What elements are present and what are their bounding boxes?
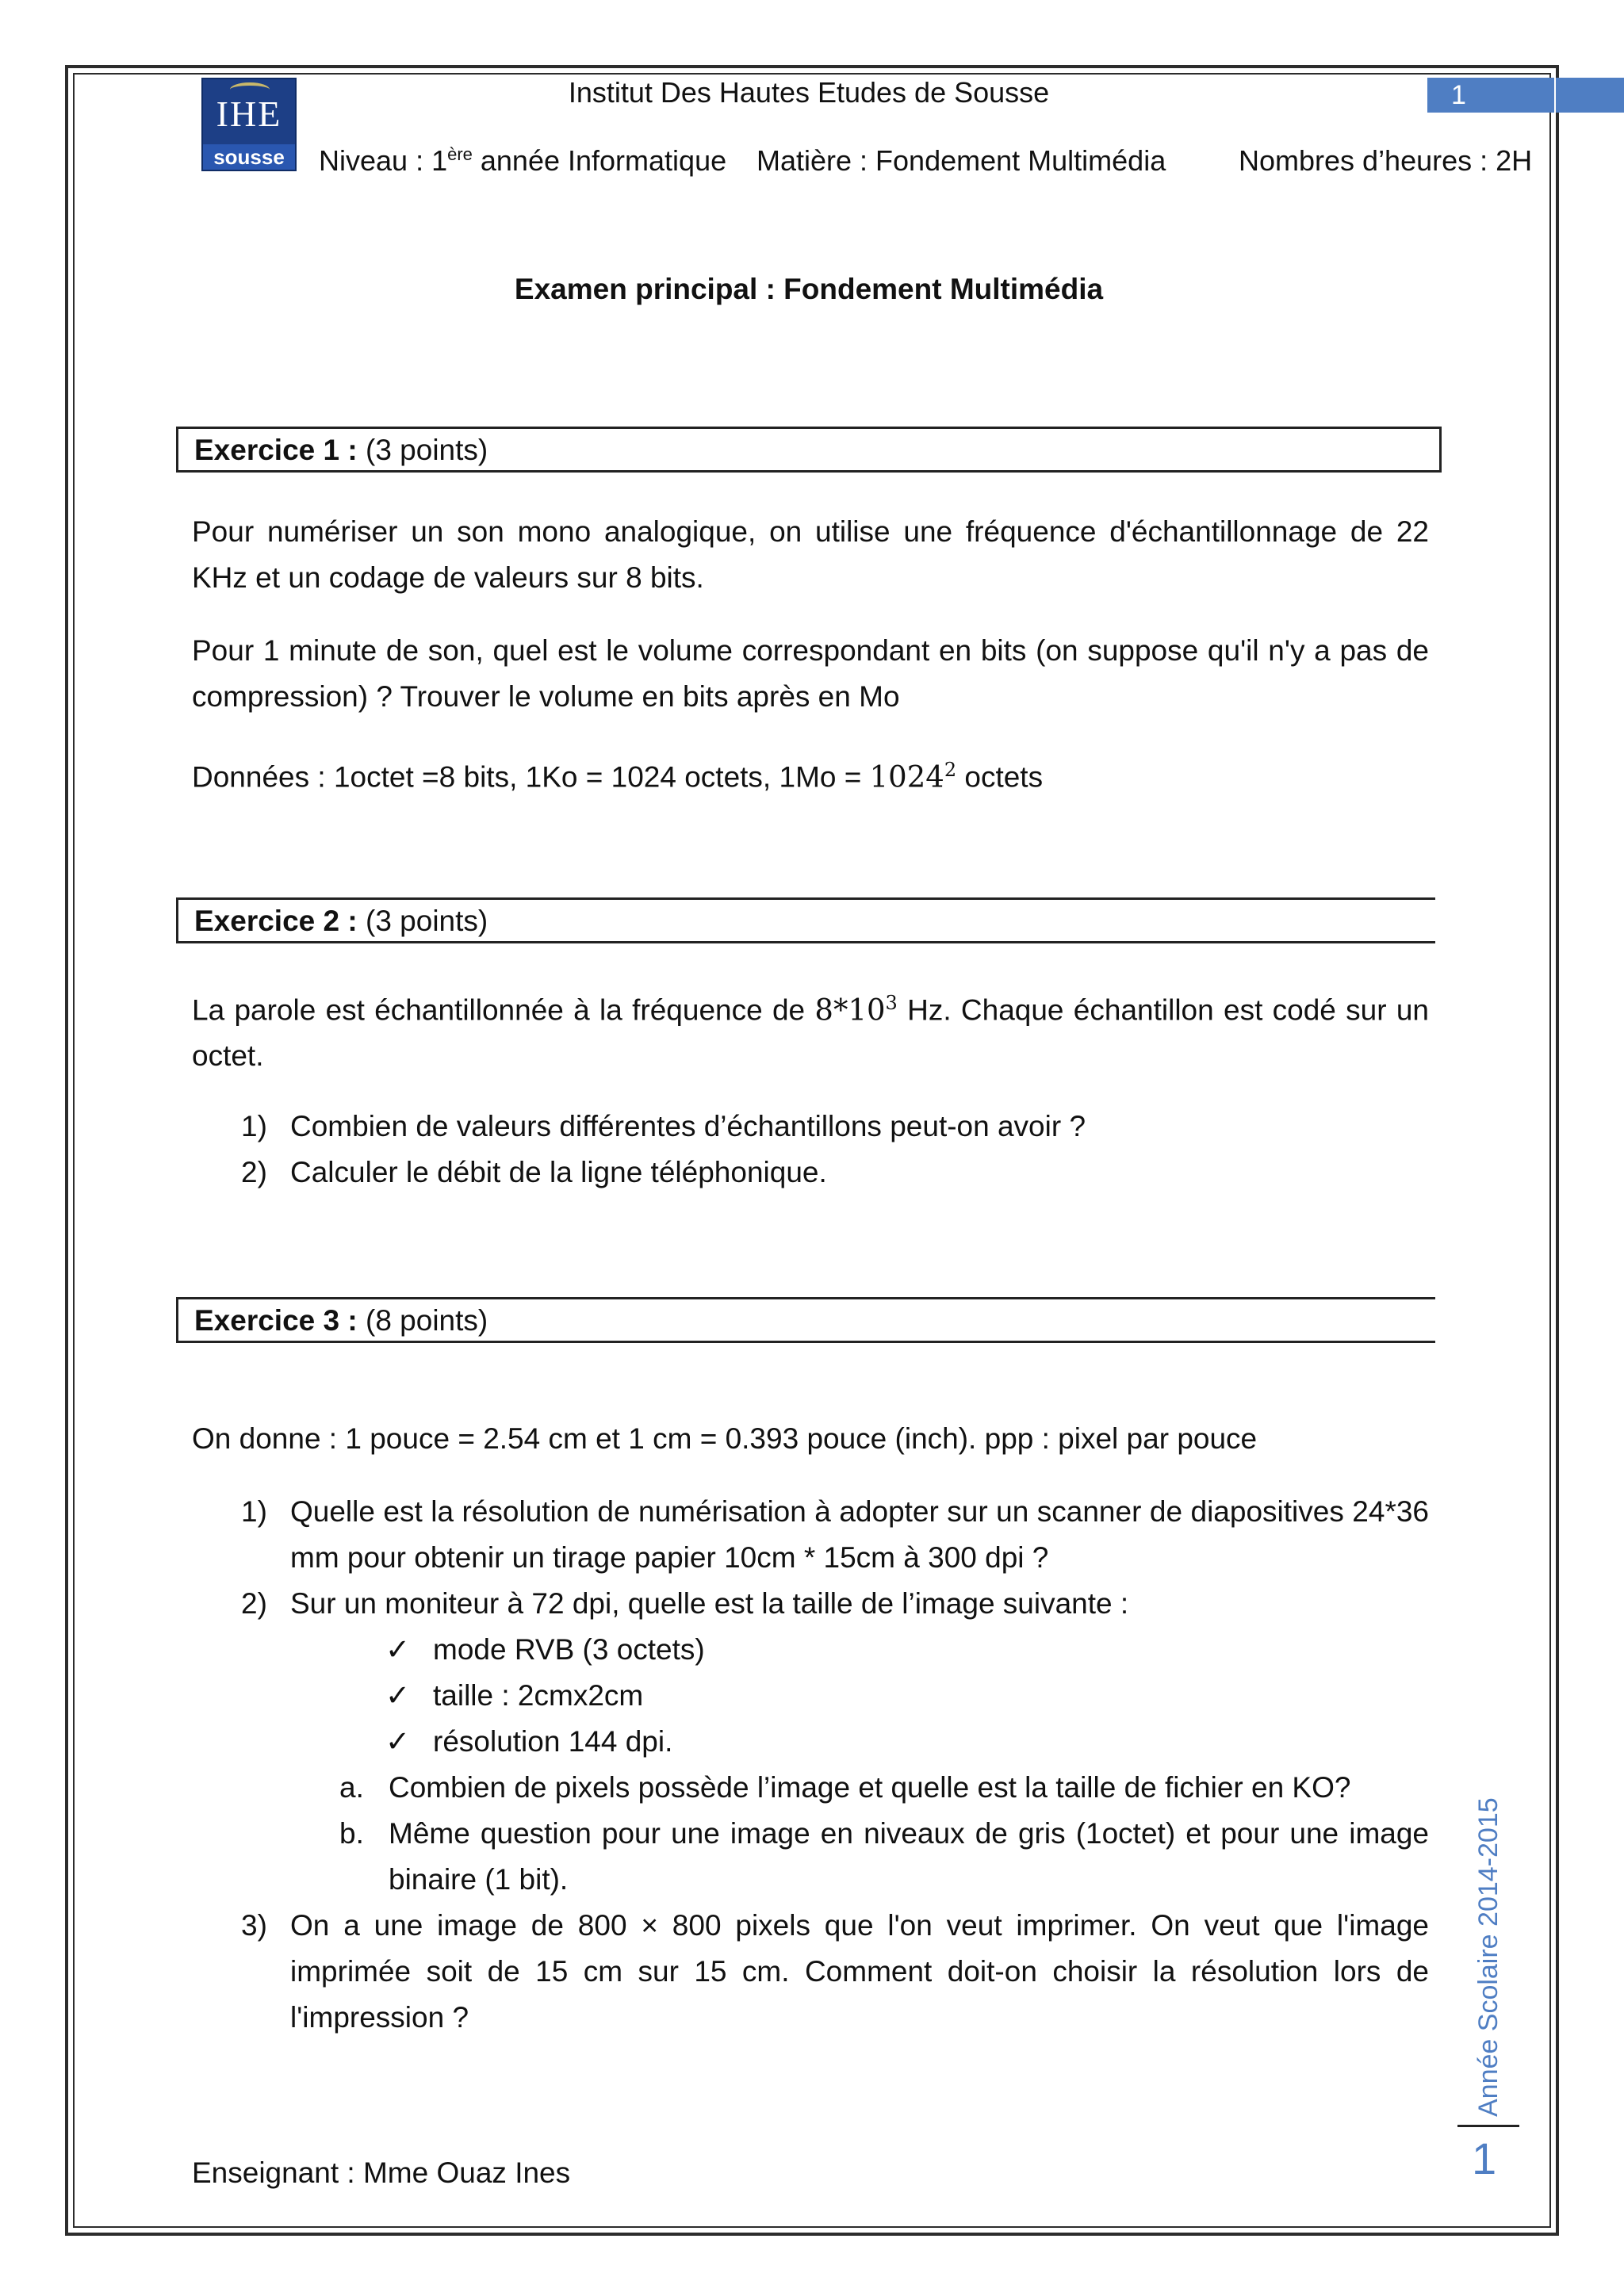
- check-icon: ✓: [385, 1725, 411, 1758]
- exercise-3-intro: On donne : 1 pouce = 2.54 cm et 1 cm = 0.393 pouce (inch). ppp : pixel par pouce: [192, 1422, 1258, 1455]
- niveau-sup: ère: [447, 144, 473, 164]
- page-number-tab: 1: [1427, 78, 1554, 113]
- exercise-2-header: [176, 897, 1435, 943]
- exercise-2-label: Exercice 2 :: [194, 905, 358, 937]
- ex3-sub-a-text: Combien de pixels possède l’image et quelle est la taille de fichier en KO?: [389, 1771, 1351, 1804]
- exercise-1-paragraph-1: Pour numériser un son mono analogique, on utilise une fréquence d'échantillonnage de 22 KHz et un codage de valeurs sur 8 bits.: [192, 515, 1429, 594]
- check-icon: ✓: [385, 1679, 411, 1712]
- ex3-q2-number: 2): [241, 1587, 267, 1620]
- logo-letters: IHE: [216, 94, 282, 134]
- ex2-item-2-number: 2): [241, 1156, 267, 1188]
- header-matiere: Matière : Fondement Multimédia: [756, 144, 1166, 177]
- exercise-3-points: (8 points): [357, 1304, 488, 1337]
- niveau-suffix: année Informatique: [472, 144, 727, 177]
- institute-logo: [201, 78, 297, 171]
- page-tab-extension: [1556, 78, 1624, 113]
- logo-band: sousse: [203, 144, 295, 170]
- exercise-1-paragraph-3: [192, 747, 1429, 800]
- exercise-1-paragraph-2: Pour 1 minute de son, quel est le volume correspondant en bits (on suppose qu'il n'y a pas de compression) ? Trouver le volume en bits après en Mo: [192, 634, 1429, 713]
- ex3-q1-number: 1): [241, 1495, 267, 1528]
- ex1-data-suffix: octets: [956, 760, 1044, 794]
- ex3-q2-text: Sur un moniteur à 72 dpi, quelle est la taille de l’image suivante :: [290, 1587, 1129, 1620]
- ex3-check-3: résolution 144 dpi.: [433, 1725, 673, 1758]
- exercise-1-header: [176, 427, 1442, 473]
- ex3-q1-text: Quelle est la résolution de numérisation à adopter sur un scanner de diapositives 24*36 mm pour obtenir un tirage papier 10cm * 15cm à 300 dpi ?: [290, 1495, 1429, 1574]
- ex2-math: 8*10: [814, 993, 886, 1027]
- exercise-3-header: [176, 1297, 1435, 1343]
- ex3-sub-b-letter: b.: [339, 1817, 364, 1850]
- ex2-item-1-number: 1): [241, 1110, 267, 1142]
- header-heures: Nombres d’heures : 2H: [1239, 144, 1533, 177]
- ex3-sub-a-letter: a.: [339, 1771, 364, 1804]
- ex2-item-2-text: Calculer le débit de la ligne téléphonique.: [290, 1156, 827, 1188]
- school-year: Année Scolaire 2014-2015: [1473, 1797, 1503, 2117]
- ex3-check-2: taille : 2cmx2cm: [433, 1679, 644, 1712]
- ex2-item-1-text: Combien de valeurs différentes d’échantillons peut-on avoir ?: [290, 1110, 1086, 1142]
- institute-name: Institut Des Hautes Etudes de Sousse: [568, 76, 1050, 109]
- ex2-exponent: 3: [885, 992, 898, 1014]
- ex2-suffix: Hz. Chaque échantillon est codé sur un octet.: [192, 993, 1430, 1073]
- ex3-q3-text: On a une image de 800 × 800 pixels que l'on veut imprimer. On veut que l'image imprimée soit de 15 cm sur 15 cm. Comment doit-on choisir la résolution lors de l'impression ?: [290, 1909, 1429, 2034]
- exercise-1-points: (3 points): [357, 434, 488, 466]
- exercise-2-paragraph: [192, 980, 1429, 1079]
- ex2-prefix: La parole est échantillonnée à la fréquence de: [192, 993, 815, 1027]
- exam-title: Examen principal : Fondement Multimédia: [514, 273, 1104, 305]
- niveau-prefix: Niveau : 1: [319, 144, 448, 177]
- exercise-2-points: (3 points): [357, 905, 488, 937]
- footer-page-number: 1: [1472, 2133, 1497, 2183]
- ex3-q3-number: 3): [241, 1909, 267, 1942]
- exercise-1-label: Exercice 1 :: [194, 434, 358, 466]
- ex1-data-math: 1024: [869, 760, 944, 794]
- header-niveau: [319, 144, 726, 178]
- exercise-3-label: Exercice 3 :: [194, 1304, 358, 1337]
- ex3-check-1: mode RVB (3 octets): [433, 1633, 705, 1666]
- check-icon: ✓: [385, 1633, 411, 1666]
- footer-divider: [1457, 2125, 1519, 2127]
- teacher-name: Enseignant : Mme Ouaz Ines: [192, 2156, 571, 2189]
- ex1-data-prefix: Données : 1octet =8 bits, 1Ko = 1024 octets, 1Mo =: [192, 760, 870, 794]
- ex3-sub-b-text: Même question pour une image en niveaux de gris (1octet) et pour une image binaire (1 bit).: [389, 1817, 1429, 1896]
- ex1-data-exponent: 2: [944, 759, 957, 781]
